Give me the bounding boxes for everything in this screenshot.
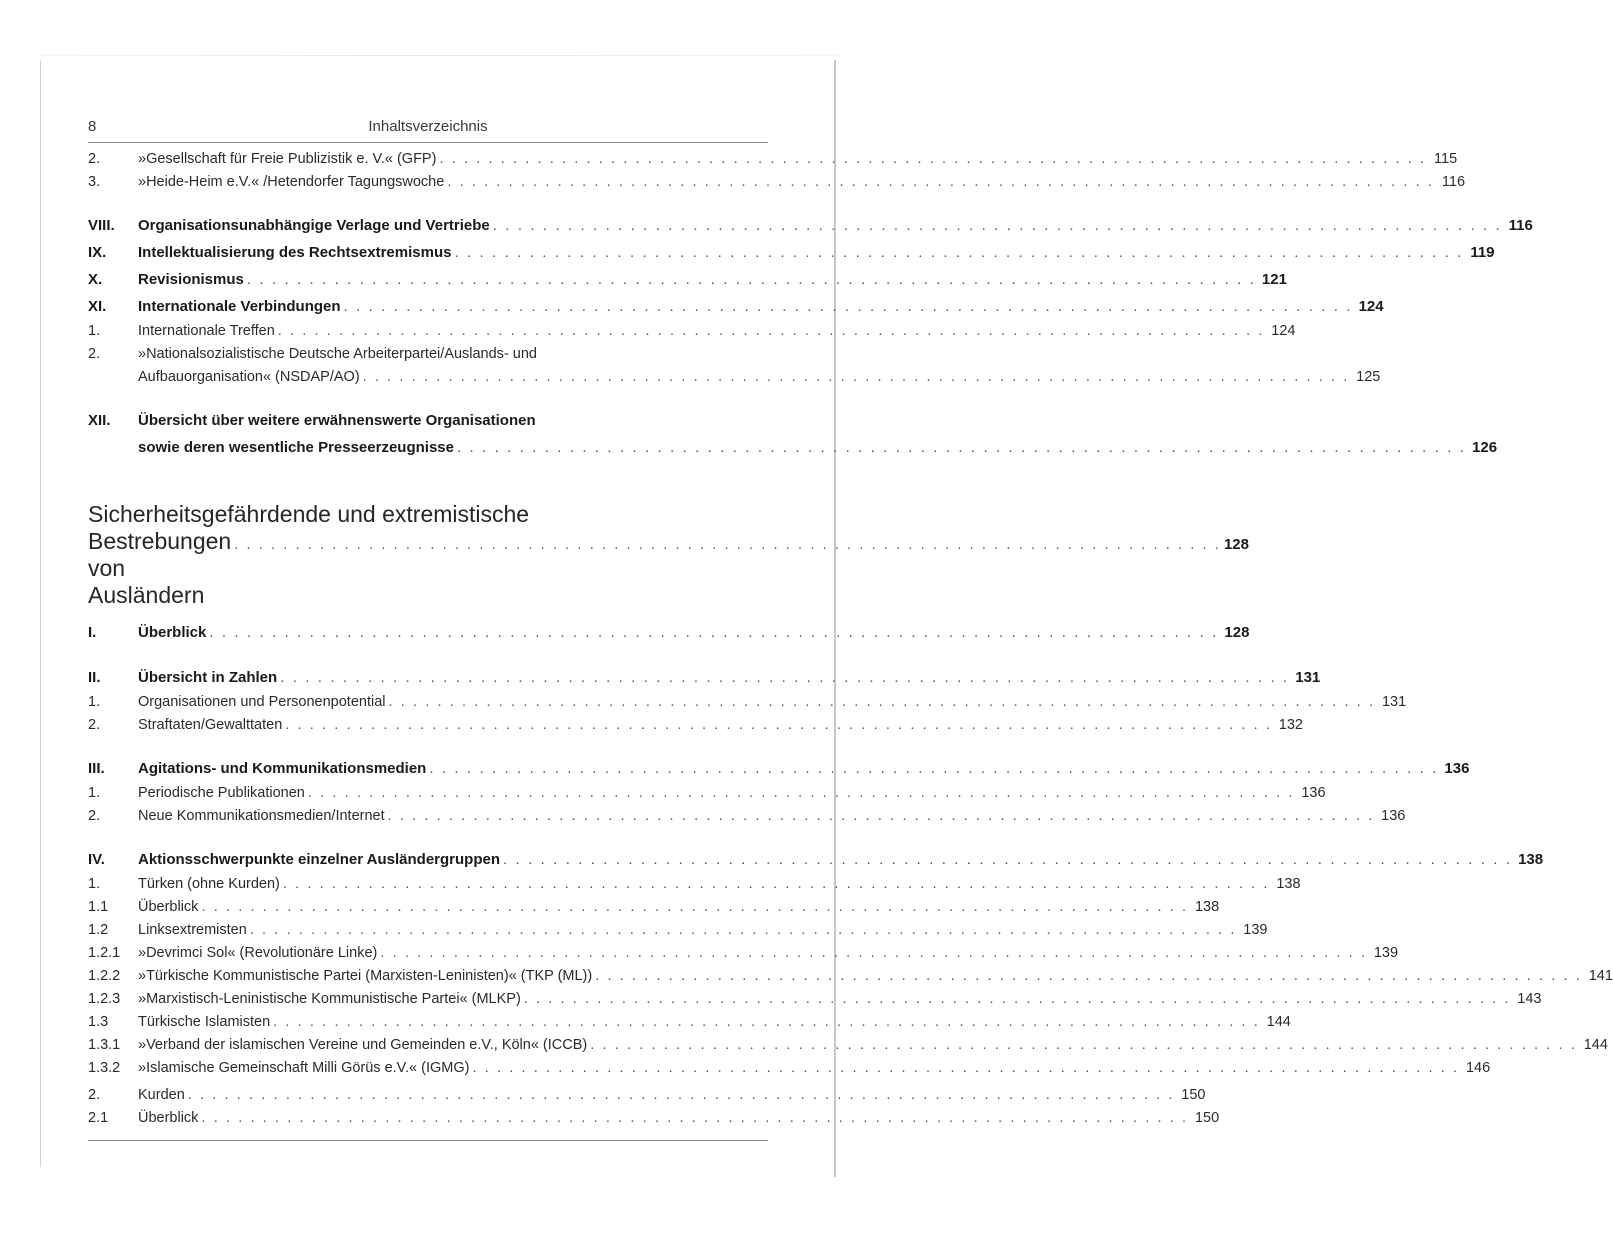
toc-number: 2. [88,717,101,733]
toc-number: 1. [88,876,101,892]
dot-leader: . . . . . . . . . . . . . . . . . . . . . . . . . . . . . . . . . . . . . . . . . . . . . . . . . . . . . . . . . . . . . . . . . . . . . . . . . . . . . . . . . [280,669,1290,686]
toc-title: »Nationalsozialistische Deutsche Arbeiterpartei/Auslands- und [138,346,537,362]
toc-entry [88,942,1399,965]
toc-page: 138 [1518,851,1544,868]
toc-title: Organisationsunabhängige Verlage und Vertriebe [138,217,490,234]
page-header [88,116,768,143]
toc-title: Periodische Publikationen [138,785,305,801]
toc-title: Agitations- und Kommunikationsmedien [138,760,427,777]
dot-leader: . . . . . . . . . . . . . . . . . . . . . . . . . . . . . . . . . . . . . . . . . . . . . . . . . . . . . . . . . . . . . . . . . . . . . . . . . . . . . . . . . [523,991,1511,1007]
toc-page: 128 [1224,624,1250,641]
toc-title: Kurden [138,1087,185,1103]
toc-page: 136 [1301,785,1326,801]
toc-chapter [88,407,768,434]
toc-page: 131 [1295,669,1321,686]
toc-chapter [88,619,1250,646]
section-heading [88,501,1249,609]
toc-number: VIII. [88,217,115,234]
toc-title: »Marxistisch-Leninistische Kommunistische Partei« (MLKP) [138,991,521,1007]
toc-number: 1.2.2 [88,968,121,984]
toc-entry [88,171,1466,194]
toc-entry-continuation [88,366,1381,389]
toc-entry [88,782,1326,805]
toc-chapter-continuation [88,434,1498,461]
toc-number: 1.2 [88,922,109,938]
toc-entry [88,148,1458,171]
toc-title: Türken (ohne Kurden) [138,876,280,892]
toc-chapter [88,212,1533,239]
toc-page: 116 [1508,217,1533,234]
toc-entry [88,919,1268,942]
page-number: 8 [88,118,97,135]
toc-entry [88,1084,1206,1107]
toc-page: 141 [1588,968,1613,984]
toc-title: Organisationen und Personenpotential [138,694,386,710]
toc-number: 1. [88,694,101,710]
toc-title: Übersicht über weitere erwähnenswerte Organisationen [138,412,536,429]
toc-page: 143 [1517,991,1542,1007]
toc-chapter [88,239,1495,266]
toc-entry [88,873,1301,896]
toc-entry [88,343,768,366]
toc-page: 144 [1583,1037,1608,1053]
toc-entry [88,805,1406,828]
toc-page: 124 [1271,323,1296,339]
toc-page: 136 [1444,760,1470,777]
toc-page: 139 [1373,945,1399,961]
toc-title: Intellektualisierung des Rechtsextremismus [138,244,452,261]
toc-number: II. [88,669,101,686]
dot-leader: . . . . . . . . . . . . . . . . . . . . . . . . . . . . . . . . . . . . . . . . . . . . . . . . . . . . . . . . . . . . . . . . . . . . . . . . . . . . . . . . . [362,369,1350,385]
section-heading-line: Sicherheitsgefährdende und extremistische [88,501,530,527]
toc-page: 116 [1441,174,1466,190]
section-heading-line: Bestrebungen von Ausländern [88,528,232,608]
toc-number: 1. [88,785,101,801]
toc-page: 126 [1472,439,1498,456]
dot-leader: . . . . . . . . . . . . . . . . . . . . . . . . . . . . . . . . . . . . . . . . . . . . . . . . . . . . . . . . . . . . . . . . . . . . . . . . . . . . . . . . . [282,876,1270,892]
toc-entry [88,691,1407,714]
toc-entry [88,1057,1491,1080]
toc-title: Überblick [138,624,207,641]
toc-title: Überblick [138,1110,199,1126]
toc-title: »Türkische Kommunistische Partei (Marxisten-Leninisten)« (TKP (ML)) [138,968,593,984]
toc-number: 2. [88,151,101,167]
toc-page: 119 [1470,244,1495,261]
dot-leader: . . . . . . . . . . . . . . . . . . . . . . . . . . . . . . . . . . . . . . . . . . . . . . . . . . . . . . . . . . . . . . . . . . . . . . . . . . . . . . . . . [456,439,1467,456]
dot-leader: . . . . . . . . . . . . . . . . . . . . . . . . . . . . . . . . . . . . . . . . . . . . . . . . . . . . . . . . . . . . . . . . . . . . . . . . . . . . . . . . . [234,537,1221,553]
toc-entry [88,714,1303,737]
scan-edge-left [40,60,41,1167]
toc-page: 150 [1181,1087,1206,1103]
toc-number: 2.1 [88,1110,109,1126]
toc-entry [88,1011,1291,1034]
toc-page: 138 [1276,876,1301,892]
dot-leader: . . . . . . . . . . . . . . . . . . . . . . . . . . . . . . . . . . . . . . . . . . . . . . . . . . . . . . . . . . . . . . . . . . . . . . . . . . . . . . . . . [492,217,1502,234]
dot-leader: . . . . . . . . . . . . . . . . . . . . . . . . . . . . . . . . . . . . . . . . . . . . . . . . . . . . . . . . . . . . . . . . . . . . . . . . . . . . . . . . . [201,1110,1189,1126]
toc-title: Neue Kommunikationsmedien/Internet [138,808,385,824]
scan-edge-top [40,55,838,56]
running-title: Inhaltsverzeichnis [368,118,488,135]
toc-number: 1.3.2 [88,1060,121,1076]
toc-chapter [88,266,1287,293]
toc-number: IV. [88,851,105,868]
toc-chapter [88,755,1470,782]
toc-title: Aufbauorganisation« (NSDAP/AO) [138,369,360,385]
toc-page: 124 [1358,298,1384,315]
dot-leader: . . . . . . . . . . . . . . . . . . . . . . . . . . . . . . . . . . . . . . . . . . . . . . . . . . . . . . . . . . . . . . . . . . . . . . . . . . . . . . . . . [187,1087,1175,1103]
toc-number: 1.3 [88,1014,109,1030]
dot-leader: . . . . . . . . . . . . . . . . . . . . . . . . . . . . . . . . . . . . . . . . . . . . . . . . . . . . . . . . . . . . . . . . . . . . . . . . . . . . . . . . . [249,922,1237,938]
toc-chapter [88,293,1384,320]
toc-title: »Islamische Gemeinschaft Milli Görüs e.V.« (IGMG) [138,1060,470,1076]
toc-number: IX. [88,244,107,261]
dot-leader: . . . . . . . . . . . . . . . . . . . . . . . . . . . . . . . . . . . . . . . . . . . . . . . . . . . . . . . . . . . . . . . . . . . . . . . . . . . . . . . . . [380,945,1368,961]
toc-title: Internationale Treffen [138,323,275,339]
toc-title: »Devrimci Sol« (Revolutionäre Linke) [138,945,378,961]
toc-number: III. [88,760,105,777]
dot-leader: . . . . . . . . . . . . . . . . . . . . . . . . . . . . . . . . . . . . . . . . . . . . . . . . . . . . . . . . . . . . . . . . . . . . . . . . . . . . . . . . . [307,785,1295,801]
footer-rule [88,1140,768,1141]
toc-page: 125 [1356,369,1381,385]
toc-page: 121 [1261,271,1287,288]
dot-leader: . . . . . . . . . . . . . . . . . . . . . . . . . . . . . . . . . . . . . . . . . . . . . . . . . . . . . . . . . . . . . . . . . . . . . . . . . . . . . . . . . [429,760,1439,777]
toc-number: XII. [88,412,111,429]
toc-title: Überblick [138,899,199,915]
dot-leader: . . . . . . . . . . . . . . . . . . . . . . . . . . . . . . . . . . . . . . . . . . . . . . . . . . . . . . . . . . . . . . . . . . . . . . . . . . . . . . . . . [273,1014,1260,1030]
toc-title: sowie deren wesentliche Presseerzeugnisse [138,439,454,456]
toc-page: 150 [1194,1110,1220,1126]
toc-number: 1. [88,323,101,339]
toc-page: 131 [1381,694,1407,710]
toc-page: 144 [1266,1014,1291,1030]
toc-number: 1.1 [88,899,109,915]
toc-number: 2. [88,346,101,362]
toc-title: Straftaten/Gewalttaten [138,717,283,733]
toc-number: I. [88,624,97,641]
toc-entry [88,1034,1608,1057]
toc-number: 3. [88,174,101,190]
toc-chapter [88,846,1544,873]
dot-leader: . . . . . . . . . . . . . . . . . . . . . . . . . . . . . . . . . . . . . . . . . . . . . . . . . . . . . . . . . . . . . . . . . . . . . . . . . . . . . . . . . [246,271,1256,288]
dot-leader: . . . . . . . . . . . . . . . . . . . . . . . . . . . . . . . . . . . . . . . . . . . . . . . . . . . . . . . . . . . . . . . . . . . . . . . . . . . . . . . . . [503,851,1513,868]
dot-leader: . . . . . . . . . . . . . . . . . . . . . . . . . . . . . . . . . . . . . . . . . . . . . . . . . . . . . . . . . . . . . . . . . . . . . . . . . . . . . . . . . [388,694,1376,710]
toc-title: Internationale Verbindungen [138,298,341,315]
toc-title: »Gesellschaft für Freie Publizistik e. V.« (GFP) [138,151,437,167]
dot-leader: . . . . . . . . . . . . . . . . . . . . . . . . . . . . . . . . . . . . . . . . . . . . . . . . . . . . . . . . . . . . . . . . . . . . . . . . . . . . . . . . . [285,717,1272,733]
dot-leader: . . . . . . . . . . . . . . . . . . . . . . . . . . . . . . . . . . . . . . . . . . . . . . . . . . . . . . . . . . . . . . . . . . . . . . . . . . . . . . . . . [447,174,1435,190]
toc-title: Türkische Islamisten [138,1014,271,1030]
toc-page: 136 [1381,808,1406,824]
dot-leader: . . . . . . . . . . . . . . . . . . . . . . . . . . . . . . . . . . . . . . . . . . . . . . . . . . . . . . . . . . . . . . . . . . . . . . . . . . . . . . . . . [454,244,1464,261]
table-of-contents [88,148,1613,1130]
toc-title: Aktionsschwerpunkte einzelner Ausländergruppen [138,851,501,868]
dot-leader: . . . . . . . . . . . . . . . . . . . . . . . . . . . . . . . . . . . . . . . . . . . . . . . . . . . . . . . . . . . . . . . . . . . . . . . . . . . . . . . . . [209,624,1219,641]
toc-number: X. [88,271,103,288]
toc-number: 2. [88,808,101,824]
toc-page: 146 [1465,1060,1491,1076]
toc-number: 1.2.1 [88,945,121,961]
toc-entry [88,988,1542,1011]
toc-entry [88,1107,1220,1130]
dot-leader: . . . . . . . . . . . . . . . . . . . . . . . . . . . . . . . . . . . . . . . . . . . . . . . . . . . . . . . . . . . . . . . . . . . . . . . . . . . . . . . . . [343,298,1353,315]
toc-number: 2. [88,1087,101,1103]
toc-page: 128 [1223,536,1249,553]
toc-title: »Verband der islamischen Vereine und Gemeinden e.V., Köln« (ICCB) [138,1037,588,1053]
toc-number: XI. [88,298,107,315]
toc-title: »Heide-Heim e.V.« /Hetendorfer Tagungswoche [138,174,445,190]
dot-leader: . . . . . . . . . . . . . . . . . . . . . . . . . . . . . . . . . . . . . . . . . . . . . . . . . . . . . . . . . . . . . . . . . . . . . . . . . . . . . . . . . [201,899,1189,915]
dot-leader: . . . . . . . . . . . . . . . . . . . . . . . . . . . . . . . . . . . . . . . . . . . . . . . . . . . . . . . . . . . . . . . . . . . . . . . . . . . . . . . . . [595,968,1582,984]
toc-page: 138 [1194,899,1220,915]
toc-title: Revisionismus [138,271,244,288]
dot-leader: . . . . . . . . . . . . . . . . . . . . . . . . . . . . . . . . . . . . . . . . . . . . . . . . . . . . . . . . . . . . . . . . . . . . . . . . . . . . . . . . . [439,151,1427,167]
toc-number: 1.2.3 [88,991,121,1007]
toc-chapter [88,664,1321,691]
toc-page: 132 [1278,717,1303,733]
dot-leader: . . . . . . . . . . . . . . . . . . . . . . . . . . . . . . . . . . . . . . . . . . . . . . . . . . . . . . . . . . . . . . . . . . . . . . . . . . . . . . . . . [387,808,1375,824]
dot-leader: . . . . . . . . . . . . . . . . . . . . . . . . . . . . . . . . . . . . . . . . . . . . . . . . . . . . . . . . . . . . . . . . . . . . . . . . . . . . . . . . . [472,1060,1460,1076]
toc-entry [88,896,1220,919]
toc-number: 1.3.1 [88,1037,121,1053]
dot-leader: . . . . . . . . . . . . . . . . . . . . . . . . . . . . . . . . . . . . . . . . . . . . . . . . . . . . . . . . . . . . . . . . . . . . . . . . . . . . . . . . . [590,1037,1577,1053]
toc-page: 139 [1243,922,1268,938]
toc-entry [88,965,1613,988]
toc-title: Linksextremisten [138,922,247,938]
toc-entry [88,320,1296,343]
toc-page: 115 [1434,151,1458,167]
toc-title: Übersicht in Zahlen [138,669,278,686]
dot-leader: . . . . . . . . . . . . . . . . . . . . . . . . . . . . . . . . . . . . . . . . . . . . . . . . . . . . . . . . . . . . . . . . . . . . . . . . . . . . . . . . . [277,323,1265,339]
